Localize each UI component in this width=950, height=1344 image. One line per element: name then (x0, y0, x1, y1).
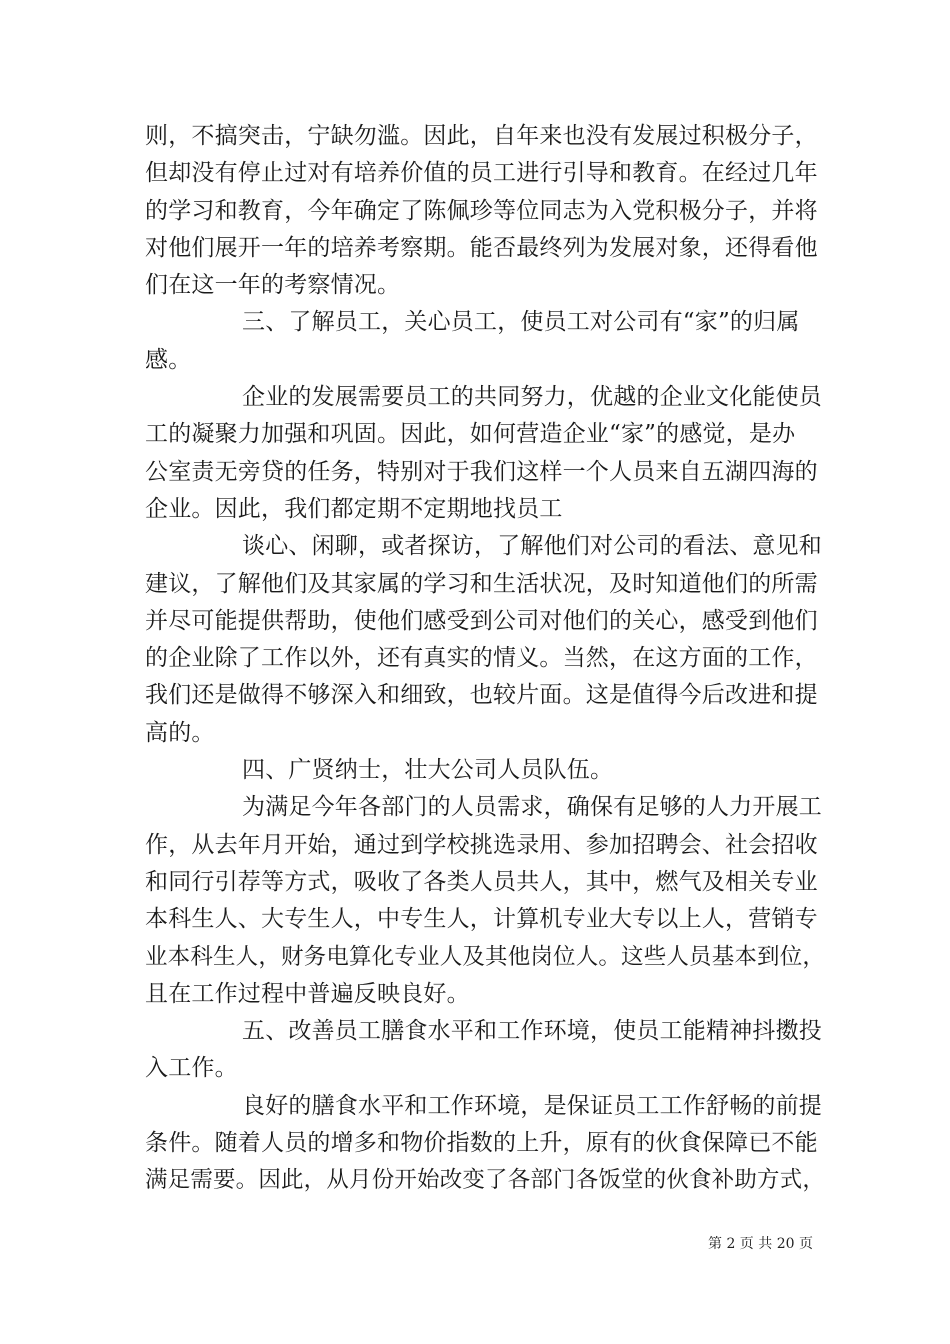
text-line: 三、了解员工，关心员工，使员工对公司有“家”的归属 (242, 309, 800, 336)
text-line: 但却没有停止过对有培养价值的员工进行引导和教育。在经过几年 (145, 160, 818, 187)
text-line: 感。 (145, 346, 192, 373)
text-line: 公室责无旁贷的任务，特别对于我们这样一个人员来自五湖四海的 (145, 458, 818, 485)
text-line: 业本科生人，财务电算化专业人及其他岗位人。这些人员基本到位， (145, 943, 826, 970)
text-line: 的学习和教育，今年确定了陈佩珍等位同志为入党积极分子，并将 (145, 197, 818, 224)
text-line: 企业的发展需要员工的共同努力，优越的企业文化能使员 (242, 384, 822, 411)
text-line: 本科生人、大专生人，中专生人，计算机专业大专以上人，营销专 (145, 906, 818, 933)
text-line: 对他们展开一年的培养考察期。能否最终列为发展对象，还得看他 (145, 234, 818, 261)
text-line: 并尽可能提供帮助，使他们感受到公司对他们的关心，感受到他们 (145, 607, 818, 634)
text-line: 作，从去年月开始，通过到学校挑选录用、参加招聘会、社会招收 (145, 831, 818, 858)
text-line: 建议，了解他们及其家属的学习和生活状况，及时知道他们的所需 (145, 570, 818, 597)
text-line: 且在工作过程中普遍反映良好。 (145, 980, 470, 1007)
text-line: 的企业除了工作以外，还有真实的情义。当然，在这方面的工作， (145, 645, 818, 672)
text-line: 条件。随着人员的增多和物价指数的上升，原有的伙食保障已不能 (145, 1130, 818, 1157)
text-line: 高的。 (145, 719, 215, 746)
text-line: 和同行引荐等方式，吸收了各类人员共人，其中，燃气及相关专业 (145, 868, 818, 895)
document-body (145, 118, 825, 1200)
text-line: 则，不搞突击，宁缺勿滥。因此，自年来也没有发展过积极分子， (145, 123, 818, 149)
text-line: 五、改善员工膳食水平和工作环境，使员工能精神抖擞投 (242, 1018, 822, 1045)
text-line: 入工作。 (145, 1055, 238, 1082)
text-line: 良好的膳食水平和工作环境，是保证员工工作舒畅的前提 (242, 1092, 822, 1119)
text-line: 们在这一年的考察情况。 (145, 272, 401, 299)
text-line: 四、广贤纳士，壮大公司人员队伍。 (242, 757, 614, 784)
text-line: 谈心、闲聊，或者探访，了解他们对公司的看法、意见和 (242, 533, 822, 560)
text-line: 为满足今年各部门的人员需求，确保有足够的人力开展工 (242, 794, 822, 821)
page-number-footer: 第 2 页 共 20 页 (708, 1236, 813, 1252)
text-line: 满足需要。因此，从月份开始改变了各部门各饭堂的伙食补助方式， (145, 1167, 826, 1194)
text-line: 工的凝聚力加强和巩固。因此，如何营造企业“家”的感觉，是办 (145, 421, 796, 448)
text-line: 我们还是做得不够深入和细致，也较片面。这是值得今后改进和提 (145, 682, 818, 709)
text-line: 企业。因此，我们都定期不定期地找员工 (145, 495, 563, 522)
